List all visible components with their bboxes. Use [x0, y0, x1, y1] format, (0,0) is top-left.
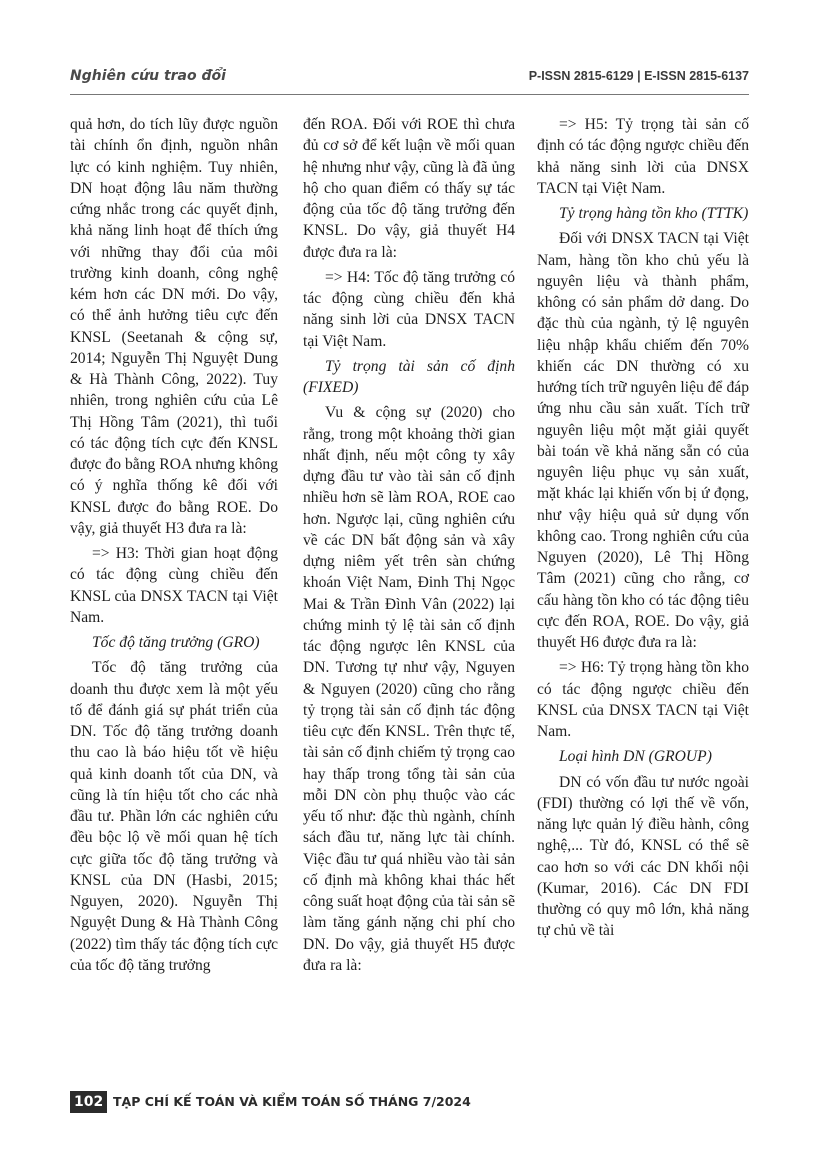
header-divider	[70, 94, 749, 95]
paragraph: đến ROA. Đối với ROE thì chưa đủ cơ sở để kết luận về mối quan hệ nhưng như vậy, cũng là đã ủng hộ cho quan điểm có thấy sự tác động của tốc độ tăng trưởng đến KNSL. Do vậy, giả thuyết H4 được đưa ra là:	[303, 116, 515, 261]
subheading-gro: Tốc độ tăng trưởng (GRO)	[92, 634, 260, 651]
hypothesis-h5: => H5: Tỷ trọng tài sản cố định có tác động ngược chiều đến khả năng sinh lời của DNSX TACN tại Việt Nam.	[537, 116, 749, 197]
subheading-group: Loại hình DN (GROUP)	[559, 748, 712, 766]
page-header	[70, 66, 749, 88]
paragraph: Đối với DNSX TACN tại Việt Nam, hàng tồn kho chủ yếu là nguyên liệu và thành phẩm, không có sản phẩm dở dang. Do đặc thù của ngành, tỷ lệ nguyên liệu nhập khẩu chiếm đến 70% khiến các DN thường có xu hướng tích trữ nguyên liệu để đáp ứng nhu cầu sản xuất. Tích trữ nguyên liệu một mặt giải quyết bài toán về khả năng sẵn có của nguyên liệu phục vụ sản xuất, mặt khác lại khiến vốn bị ứ đọng, như vậy hiệu quả sử dụng vốn không cao. Trong nghiên cứu của Nguyen (2020), Lê Thị Hồng Tâm (2021) cũng cho rằng, cơ cấu hàng tồn kho có tác động tiêu cực đến ROA, ROE. Do vậy, giả thuyết H6 được đưa ra là:	[537, 230, 749, 651]
journal-title: TẠP CHÍ KẾ TOÁN VÀ KIỂM TOÁN SỐ THÁNG 7/2024	[113, 1094, 471, 1109]
subheading-fixed: Tỷ trọng tài sản cố định (FIXED)	[303, 357, 515, 396]
text-column-1	[70, 114, 278, 980]
section-label: Nghiên cứu trao đổi	[70, 68, 226, 84]
text-column-2	[303, 114, 515, 980]
issn-label: P-ISSN 2815-6129 | E-ISSN 2815-6137	[528, 69, 749, 83]
text-column-3	[537, 114, 749, 946]
hypothesis-h6: => H6: Tỷ trọng hàng tồn kho có tác động ngược chiều đến KNSL của DNSX TACN tại Việt Nam.	[537, 659, 749, 740]
hypothesis-h4: => H4: Tốc độ tăng trưởng có tác động cùng chiều đến khả năng sinh lời của DNSX TACN tại Việt Nam.	[303, 268, 515, 350]
paragraph: Tốc độ tăng trưởng của doanh thu được xem là một yếu tố để đánh giá sự phát triển của DN. Tốc độ tăng trưởng doanh thu cao là báo hiệu tốt về hiệu quả kinh doanh tốt của DN, và cũng là tín hiệu tốt cho các nhà đầu tư. Phần lớn các nghiên cứu đều bộc lộ về mối quan hệ tích cực giữa tốc độ tăng trưởng và KNSL của DN (Hasbi, 2015; Nguyen, 2020). Nguyễn Thị Nguyệt Dung & Hà Thành Công (2022) tìm thấy tác động tích cực của tốc độ tăng trưởng	[70, 659, 278, 974]
paragraph: DN có vốn đầu tư nước ngoài (FDI) thường có lợi thế về vốn, năng lực quản lý điều hành, công nghệ,... Từ đó, KNSL có thể sẽ cao hơn so với các DN khối nội (Kumar, 2016). Các DN FDI thường có quy mô lớn, khả năng tự chủ về tài	[537, 773, 749, 940]
page-footer	[70, 1091, 570, 1115]
paragraph: quả hơn, do tích lũy được nguồn tài chính ổn định, nguồn nhân lực có kinh nghiệm. Tuy nhiên, DN hoạt động lâu năm thường cứng nhắc trong các quyết định, khả năng linh hoạt để thích ứng với những thay đổi của môi trường kinh doanh, công nghệ kém hơn các DN mới. Do vậy, có thể ảnh hưởng tiêu cực đến KNSL (Seetanah & cộng sự, 2014; Nguyễn Thị Nguyệt Dung & Hà Thành Công, 2022). Tuy nhiên, trong nghiên cứu của Lê Thị Hồng Tâm (2021), thì tuổi có tác động tích cực đến KNSL được đo bằng ROA nhưng không có ý nghĩa thống kê đối với KNSL được đo bằng ROE. Do vậy, giả thuyết H3 đưa ra là:	[70, 116, 278, 537]
hypothesis-h3: => H3: Thời gian hoạt động có tác động cùng chiều đến KNSL của DNSX TACN tại Việt Nam.	[70, 545, 278, 626]
page-number: 102	[70, 1091, 107, 1113]
subheading-tttk: Tỷ trọng hàng tồn kho (TTTK)	[559, 205, 749, 222]
paragraph: Vu & cộng sự (2020) cho rằng, trong một khoảng thời gian nhất định, nếu một công ty xây dựng đầu tư vào tài sản cố định nhiều hơn sẽ làm ROA, ROE cao hơn. Ngược lại, cũng nghiên cứu về các DN bất động sản và xây dựng niêm yết trên sàn chứng khoán Việt Nam, Đinh Thị Ngọc Mai & Trần Đình Vân (2022) lại chứng minh tỷ lệ tài sản cố định tác động ngược lên KNSL của DN. Tương tự như vậy, Nguyen & Nguyen (2020) cũng cho rằng tỷ trọng tài sản cố định tác động tiêu cực đến KNSL. Trên thực tế, tài sản cố định chiếm tỷ trọng cao hay thấp trong tổng tài sản của mỗi DN còn phụ thuộc vào các yếu tố như: đặc thù ngành, chính sách đầu tư, năng lực tài chính. Việc đầu tư quá nhiều vào tài sản cố định mà không khai thác hết công suất hoạt động của tài sản sẽ làm tăng gánh nặng chi phí cho DN. Do vậy, giả thuyết H5 được đưa ra là:	[303, 404, 515, 974]
